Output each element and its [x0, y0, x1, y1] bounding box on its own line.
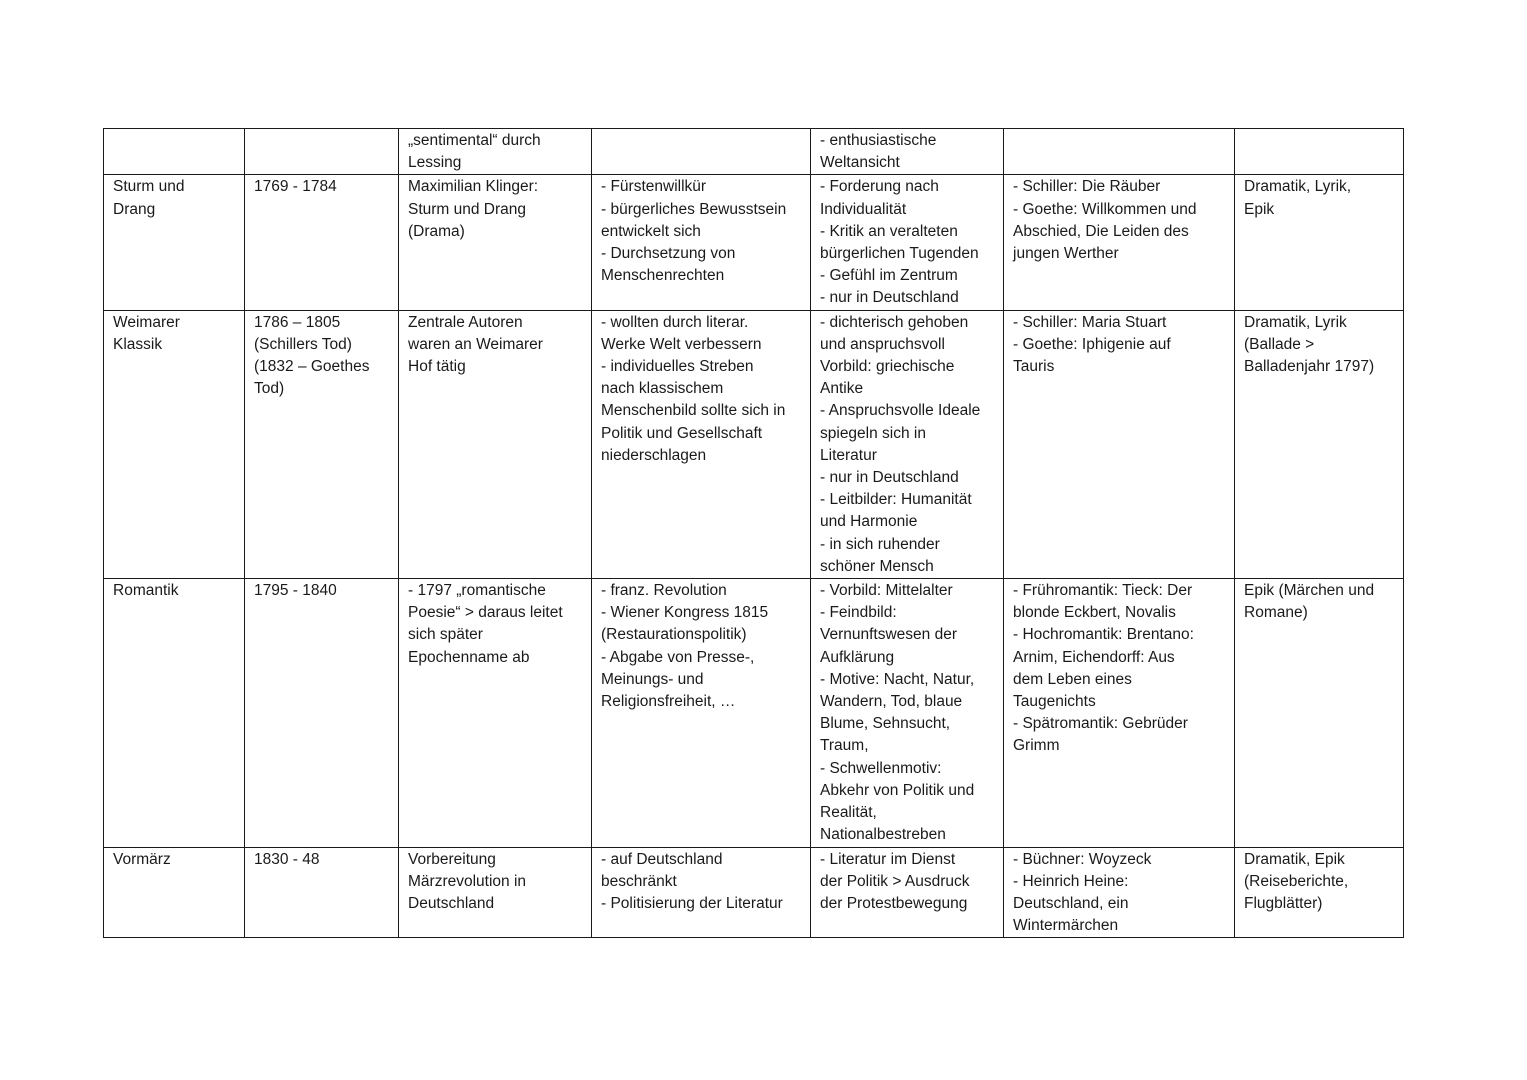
cell-text-line: jungen Werther [1013, 245, 1119, 263]
cell-text-line: Vernunftswesen der [820, 626, 958, 644]
cell-text-line: Religionsfreiheit, … [601, 693, 736, 711]
cell-text-line: - wollten durch literar. [601, 313, 749, 331]
cell-text-line: - 1797 „romantische [408, 582, 546, 600]
cell-works [1004, 847, 1235, 938]
cell-works [1004, 129, 1235, 175]
cell-text-line: beschränkt [601, 872, 677, 890]
cell-text-line: waren an Weimarer [408, 335, 543, 353]
cell-text-line: Dramatik, Lyrik [1244, 313, 1347, 331]
cell-history [592, 175, 811, 310]
table-row [104, 129, 1404, 175]
cell-text-line: Traum, [820, 737, 869, 755]
cell-epoch [104, 579, 245, 847]
cell-period [245, 579, 399, 847]
cell-text-line: Weimarer [113, 313, 180, 331]
cell-text-line: Epochenname ab [408, 648, 530, 666]
cell-text-line: Lessing [408, 154, 462, 172]
cell-period [245, 310, 399, 578]
cell-text-line: blonde Eckbert, Novalis [1013, 604, 1176, 622]
cell-text-line: (Restaurationspolitik) [601, 626, 747, 644]
cell-text-line: - auf Deutschland [601, 850, 723, 868]
cell-genres [1235, 847, 1404, 938]
cell-text-line: - Heinrich Heine: [1013, 872, 1129, 890]
table-row [104, 847, 1404, 938]
cell-text-line: (Schillers Tod) [254, 335, 352, 353]
cell-text-line: Realität, [820, 804, 877, 822]
cell-text-line: Wandern, Tod, blaue [820, 693, 963, 711]
cell-text-line: - dichterisch gehoben [820, 313, 969, 331]
cell-period [245, 129, 399, 175]
cell-background [399, 579, 592, 847]
cell-text-line: Vormärz [113, 850, 171, 868]
cell-genres [1235, 175, 1404, 310]
cell-text-line: Grimm [1013, 737, 1060, 755]
cell-features [811, 129, 1004, 175]
cell-text-line: schöner Mensch [820, 557, 934, 575]
cell-text-line: Klassik [113, 335, 163, 353]
cell-text-line: Taugenichts [1013, 693, 1096, 711]
cell-text-line: „sentimental“ durch [408, 132, 541, 149]
cell-text-line: Antike [820, 380, 864, 398]
cell-text-line: Epik [1244, 200, 1275, 218]
cell-text-line: nach klassischem [601, 380, 724, 398]
cell-text-line: Individualität [820, 200, 907, 218]
cell-background [399, 847, 592, 938]
cell-text-line: - franz. Revolution [601, 582, 727, 600]
cell-text-line: - Wiener Kongress 1815 [601, 604, 769, 622]
cell-text-line: dem Leben eines [1013, 670, 1132, 688]
cell-text-line: der Protestbewegung [820, 894, 968, 912]
cell-epoch [104, 129, 245, 175]
cell-text-line: - Schwellenmotiv: [820, 759, 942, 777]
cell-text-line: Märzrevolution in [408, 872, 527, 890]
cell-text-line: bürgerlichen Tugenden [820, 245, 979, 263]
cell-text-line: und Harmonie [820, 513, 918, 531]
cell-text-line: Balladenjahr 1797) [1244, 358, 1375, 376]
cell-text-line: Romantik [113, 582, 179, 600]
cell-features [811, 310, 1004, 578]
cell-text-line: - Spätromantik: Gebrüder [1013, 715, 1188, 733]
cell-text-line: (Reiseberichte, [1244, 872, 1349, 890]
cell-text-line: Romane) [1244, 604, 1308, 622]
cell-background [399, 310, 592, 578]
cell-genres [1235, 579, 1404, 847]
cell-text-line: Dramatik, Lyrik, [1244, 178, 1352, 196]
cell-text-line: - Feindbild: [820, 604, 897, 622]
cell-period [245, 175, 399, 310]
cell-text-line: Weltansicht [820, 154, 900, 172]
cell-text-line: entwickelt sich [601, 222, 701, 240]
cell-text-line: - Fürstenwillkür [601, 178, 707, 196]
cell-text-line: Dramatik, Epik [1244, 850, 1345, 868]
cell-text-line: Menschenbild sollte sich in [601, 402, 786, 420]
cell-text-line: (Ballade > [1244, 335, 1315, 353]
cell-text-line: - Kritik an veralteten [820, 222, 958, 240]
cell-text-line: Hof tätig [408, 358, 466, 376]
cell-text-line: - Forderung nach [820, 178, 939, 196]
cell-text-line: - Frühromantik: Tieck: Der [1013, 582, 1193, 600]
cell-text-line: - Durchsetzung von [601, 245, 736, 263]
cell-text-line: 1786 – 1805 [254, 313, 341, 331]
cell-text-line: Menschenrechten [601, 267, 725, 285]
cell-text-line: Meinungs- und [601, 670, 704, 688]
table-row [104, 579, 1404, 847]
table-row [104, 310, 1404, 578]
cell-text-line: Vorbild: griechische [820, 358, 955, 376]
literary-epochs-table [103, 128, 1404, 938]
cell-text-line: - Leitbilder: Humanität [820, 491, 972, 509]
cell-text-line: Epik (Märchen und [1244, 582, 1375, 600]
cell-text-line: spiegeln sich in [820, 424, 926, 442]
cell-history [592, 310, 811, 578]
cell-text-line: - Hochromantik: Brentano: [1013, 626, 1194, 644]
cell-text-line: - Abgabe von Presse-, [601, 648, 755, 666]
cell-text-line: Arnim, Eichendorff: Aus [1013, 648, 1175, 666]
cell-features [811, 847, 1004, 938]
cell-text-line: Maximilian Klinger: [408, 178, 539, 196]
cell-epoch [104, 175, 245, 310]
cell-text-line: (1832 – Goethes [254, 358, 370, 376]
cell-period [245, 847, 399, 938]
cell-text-line: - Goethe: Willkommen und [1013, 200, 1197, 218]
cell-text-line: Tauris [1013, 358, 1055, 376]
cell-text-line: Flugblätter) [1244, 894, 1323, 912]
cell-text-line: - Literatur im Dienst [820, 850, 956, 868]
cell-text-line: - in sich ruhender [820, 535, 940, 553]
cell-background [399, 129, 592, 175]
cell-text-line: Deutschland [408, 894, 495, 912]
cell-text-line: - nur in Deutschland [820, 289, 959, 307]
cell-background [399, 175, 592, 310]
cell-text-line: (Drama) [408, 222, 465, 240]
cell-text-line: - Politisierung der Literatur [601, 894, 783, 912]
cell-text-line: Sturm und [113, 178, 185, 196]
cell-text-line: - Anspruchsvolle Ideale [820, 402, 981, 420]
cell-epoch [104, 847, 245, 938]
cell-text-line: niederschlagen [601, 446, 707, 464]
cell-text-line: - Vorbild: Mittelalter [820, 582, 953, 600]
cell-text-line: Sturm und Drang [408, 200, 527, 218]
cell-genres [1235, 310, 1404, 578]
cell-text-line: - bürgerliches Bewusstsein [601, 200, 787, 218]
cell-text-line: - Motive: Nacht, Natur, [820, 670, 975, 688]
cell-text-line: sich später [408, 626, 483, 644]
cell-text-line: Wintermärchen [1013, 917, 1119, 935]
cell-text-line: Drang [113, 200, 156, 218]
table-row [104, 175, 1404, 310]
cell-history [592, 129, 811, 175]
cell-text-line: Tod) [254, 380, 285, 398]
cell-text-line: - Büchner: Woyzeck [1013, 850, 1152, 868]
cell-text-line: Literatur [820, 446, 877, 464]
cell-works [1004, 310, 1235, 578]
cell-text-line: 1795 - 1840 [254, 582, 337, 600]
cell-text-line: der Politik > Ausdruck [820, 872, 970, 890]
cell-epoch [104, 310, 245, 578]
cell-text-line: Werke Welt verbessern [601, 335, 762, 353]
cell-text-line: - Goethe: Iphigenie auf [1013, 335, 1171, 353]
cell-works [1004, 579, 1235, 847]
cell-text-line: - enthusiastische [820, 132, 937, 149]
cell-history [592, 579, 811, 847]
cell-text-line: - Gefühl im Zentrum [820, 267, 958, 285]
cell-works [1004, 175, 1235, 310]
cell-text-line: Nationalbestreben [820, 826, 946, 844]
cell-text-line: - Schiller: Die Räuber [1013, 178, 1161, 196]
cell-text-line: 1769 - 1784 [254, 178, 337, 196]
cell-text-line: Aufklärung [820, 648, 895, 666]
cell-text-line: Blume, Sehnsucht, [820, 715, 951, 733]
cell-text-line: - individuelles Streben [601, 358, 754, 376]
cell-genres [1235, 129, 1404, 175]
cell-text-line: Deutschland, ein [1013, 894, 1129, 912]
cell-text-line: - Schiller: Maria Stuart [1013, 313, 1167, 331]
cell-features [811, 579, 1004, 847]
cell-text-line: Politik und Gesellschaft [601, 424, 763, 442]
cell-history [592, 847, 811, 938]
cell-text-line: 1830 - 48 [254, 850, 320, 868]
cell-features [811, 175, 1004, 310]
cell-text-line: Zentrale Autoren [408, 313, 523, 331]
cell-text-line: und anspruchsvoll [820, 335, 945, 353]
cell-text-line: Abschied, Die Leiden des [1013, 222, 1189, 240]
cell-text-line: Vorbereitung [408, 850, 496, 868]
cell-text-line: - nur in Deutschland [820, 469, 959, 487]
table-body [104, 129, 1404, 938]
cell-text-line: Poesie“ > daraus leitet [408, 604, 563, 622]
cell-text-line: Abkehr von Politik und [820, 781, 975, 799]
